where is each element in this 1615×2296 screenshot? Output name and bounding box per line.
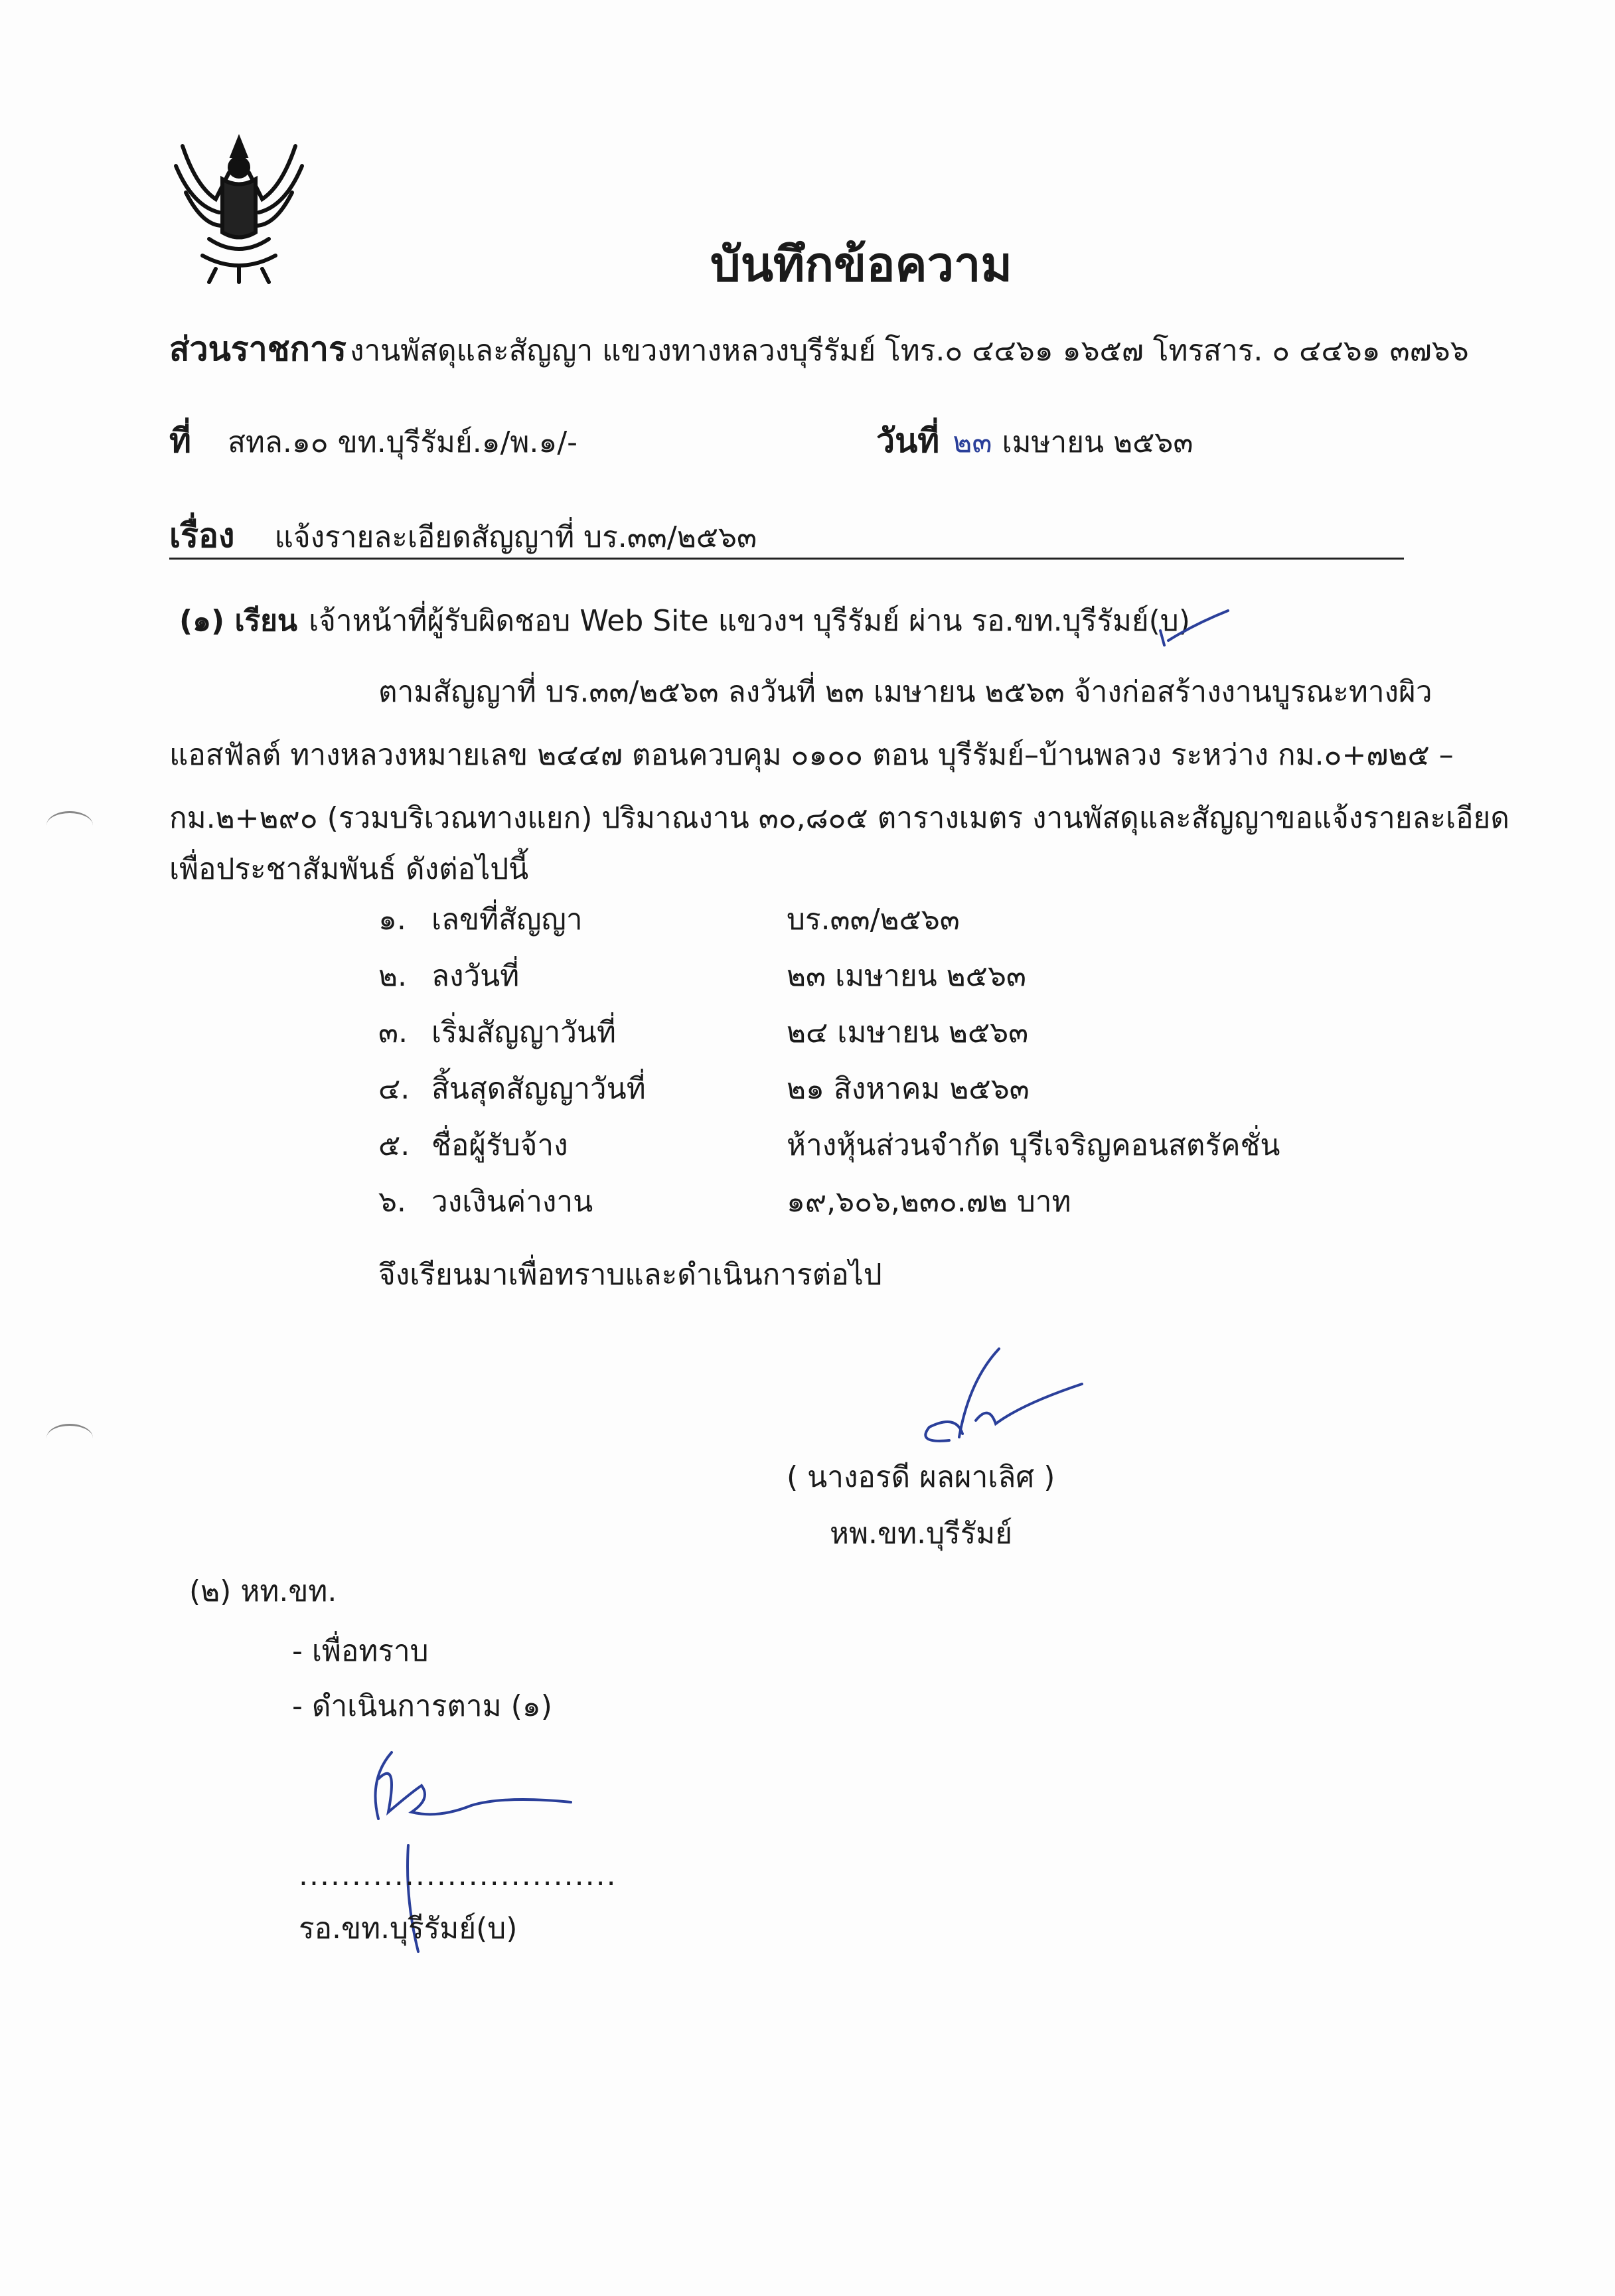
garuda-emblem-icon <box>169 126 309 285</box>
reference-value: สทล.๑๐ ขท.บุรีรัมย์.๑/พ.๑/- <box>228 425 578 459</box>
details-list <box>378 903 1280 1241</box>
memo-title: บันทึกข้อความ <box>710 236 1012 292</box>
subject-line <box>169 510 757 562</box>
signature-dots: .............................. <box>299 1859 617 1892</box>
paragraph-line: เพื่อประชาสัมพันธ์ ดังต่อไปนี้ <box>169 852 529 886</box>
item-label: สิ้นสุดสัญญาวันที่ <box>431 1072 646 1106</box>
signer-name: ( นางอรดี ผลผาเลิศ ) <box>787 1460 1055 1494</box>
subject-label: เรื่อง <box>169 516 235 555</box>
section2-heading: (๒) หท.ขท. <box>189 1574 337 1608</box>
paragraph-line: ตามสัญญาที่ บร.๓๓/๒๕๖๓ ลงวันที่ ๒๓ เมษายน ๒๕๖๓ จ้างก่อสร้างงานบูรณะทางผิว <box>378 675 1432 709</box>
item-label: เริ่มสัญญาวันที่ <box>431 1016 617 1049</box>
item-value: ๒๑ สิงหาคม ๒๕๖๓ <box>787 1072 1030 1106</box>
item-value: ๒๓ เมษายน ๒๕๖๓ <box>787 959 1026 993</box>
item-value: ๒๔ เมษายน ๒๕๖๓ <box>787 1016 1029 1049</box>
section2-position: รอ.ขท.บุรีรัมย์(บ) <box>299 1912 518 1946</box>
department-value: งานพัสดุและสัญญา แขวงทางหลวงบุรีรัมย์ โทร.๐ ๔๔๖๑ ๑๖๕๗ โทรสาร. ๐ ๔๔๖๑ ๓๗๖๖ <box>349 334 1469 368</box>
item-value: ๑๙,๖๐๖,๒๓๐.๗๒ บาท <box>787 1185 1071 1219</box>
addressee-line <box>179 604 1190 639</box>
item-label: ลงวันที่ <box>431 959 520 993</box>
item-number: ๓. <box>378 1016 408 1049</box>
handwritten-signature <box>889 1341 1089 1454</box>
item-number: ๑. <box>378 903 406 937</box>
addressee-value: เจ้าหน้าที่ผู้รับผิดชอบ Web Site แขวงฯ บุรีรัมย์ ผ่าน รอ.ขท.บุรีรัมย์(บ) <box>309 604 1190 638</box>
item-number: ๒. <box>378 959 407 993</box>
list-item <box>378 1016 1029 1072</box>
item-number: ๔. <box>378 1072 410 1106</box>
department-label: ส่วนราชการ <box>169 330 346 368</box>
item-value: บร.๓๓/๒๕๖๓ <box>787 903 960 937</box>
item-label: วงเงินค่างาน <box>431 1185 593 1219</box>
section2-line: - ดำเนินการตาม (๑) <box>292 1689 552 1723</box>
list-item <box>378 1072 1030 1128</box>
paragraph-line: แอสฟัลต์ ทางหลวงหมายเลข ๒๔๔๗ ตอนควบคุม ๐๑๐๐ ตอน บุรีรัมย์–บ้านพลวง ระหว่าง กม.๐+๗๒๕ – <box>169 738 1454 772</box>
header-divider <box>169 558 1404 560</box>
item-value: ห้างหุ้นส่วนจำกัด บุรีเจริญคอนสตรัคชั่น <box>787 1128 1280 1162</box>
date-label: วันที่ <box>876 421 940 460</box>
paragraph-line: กม.๒+๒๙๐ (รวมบริเวณทางแยก) ปริมาณงาน ๓๐,๘๐๕ ตารางเมตร งานพัสดุและสัญญาขอแจ้งรายละเอียด <box>169 801 1509 835</box>
item-number: ๖. <box>378 1185 406 1219</box>
body-paragraph <box>169 660 1509 901</box>
addressee-label: (๑) เรียน <box>179 604 297 638</box>
list-item <box>378 903 960 959</box>
punch-hole-top <box>46 811 93 840</box>
punch-hole-bottom <box>46 1424 93 1452</box>
date-line <box>876 415 1193 467</box>
date-month-year: เมษายน ๒๕๖๓ <box>1002 425 1193 459</box>
list-item <box>378 1128 1280 1185</box>
initial-checkmark <box>1155 604 1235 651</box>
item-label: เลขที่สัญญา <box>431 903 583 937</box>
section2-line: - เพื่อทราบ <box>292 1634 429 1668</box>
subject-value: แจ้งรายละเอียดสัญญาที่ บร.๓๓/๒๕๖๓ <box>274 520 757 554</box>
date-day: ๒๓ <box>953 425 992 459</box>
item-label: ชื่อผู้รับจ้าง <box>431 1128 568 1162</box>
department-line <box>169 323 1469 376</box>
reference-label: ที่ <box>169 421 191 460</box>
list-item <box>378 959 1026 1016</box>
item-number: ๕. <box>378 1128 410 1162</box>
signer-position: หพ.ขท.บุรีรัมย์ <box>830 1517 1013 1551</box>
list-item <box>378 1185 1071 1241</box>
reference-line <box>169 415 577 467</box>
closing-line: จึงเรียนมาเพื่อทราบและดำเนินการต่อไป <box>378 1258 882 1292</box>
